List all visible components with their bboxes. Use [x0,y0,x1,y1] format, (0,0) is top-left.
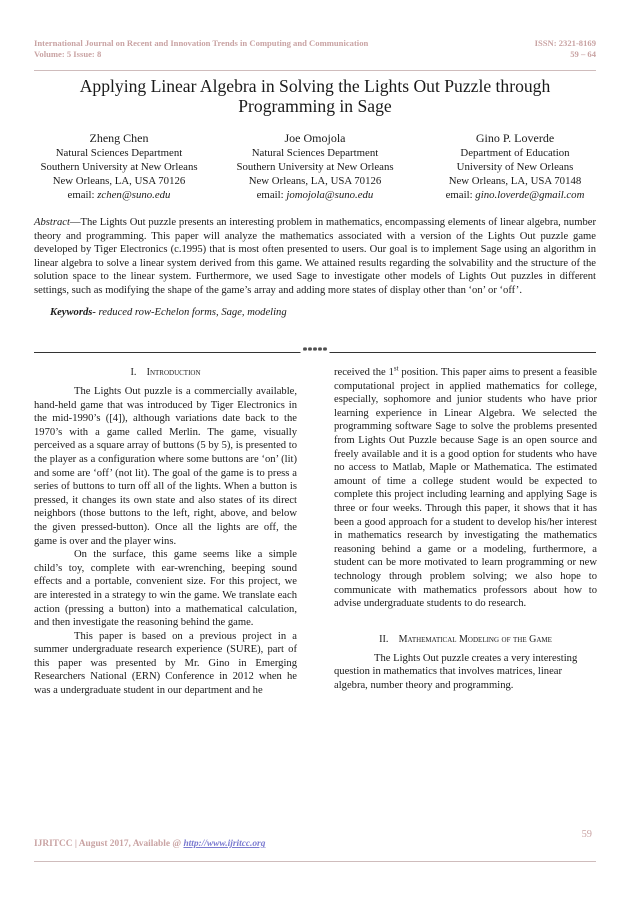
paragraph: On the surface, this game seems like a simple child’s toy, complete with ear-wrenching, beeping sound effects and a portable, convenient size. For this project, we are interested in a strategy to win the game. We translate each action (pressing a button) into a mathematical calculation, and then investigate the reasoning behind the game. [34,549,297,629]
volume-issue: Volume: 5 Issue: 8 [34,49,102,59]
author-3 [425,130,605,202]
abstract [34,216,596,298]
author-1 [29,130,209,202]
abstract-label: Abstract [34,217,70,228]
paragraph: This paper is based on a previous project in a summer undergraduate research experience (SURE), part of this paper was presented by Mr. Gino in Emerging Researchers National (ERN) Conference in 2012 when he was a undergraduate student in our department and he [34,630,297,697]
section-number: I. [130,367,137,378]
author-email: jomojola@suno.edu [286,189,374,201]
text-run: received the 1 [334,367,394,378]
footer-text: IJRITCC | August 2017, Available @ [34,839,184,849]
abstract-text: —The Lights Out puzzle presents an interesting problem in mathematics, encompassing elements of linear algebra, number theory and programming. This paper will analyze the mathematics associated with a version of the Lights Out puzzle game developed by Tiger Electronics (c.1995) that is most often presented to users. Our goal is to implement Sage using an algorithm in linear algebra to solve a linear system derived from this game. We attained results regarding the solvability and the structure of the solution space to the linear system. Furthermore, we used Sage to investigate other models of Lights Out puzzles in different settings, such as modifying the shape of the game’s array and adding more states of display other than ‘on’ or ‘off’. [34,217,596,296]
paper-title: Applying Linear Algebra in Solving the Lights Out Puzzle through Programming in Sage [79,76,551,116]
paragraph: The Lights Out puzzle is a commercially available, hand-held game that was introduced by Tiger Electronics in the mid-1990’s ([4]), although variations date back to the 1970’s with a game called Merlin. The game, visually perceived as a square array of buttons (5 by 5), is presented to the player as a configuration where some buttons are ‘on’ (lit) and some are ‘off’ (not lit). The goal of the game is to press a series of buttons to turn off all of the lights. When a button is pressed, it changes its own state and also states of its direct neighbors (those buttons to the left, right, above, and below the given pressed-button). Once all the lights are off, the game is over and the player wins. [34,386,297,547]
author-dept: Natural Sciences Department [251,147,379,159]
section-title: Mathematical Modeling of the Game [398,633,552,645]
author-name: Gino P. Loverde [475,131,555,145]
journal-link[interactable]: http://www.ijritcc.org [183,839,266,849]
issn: ISSN: 2321-8169 [534,38,596,48]
author-email-line [225,188,405,202]
section-heading-introduction [34,366,297,379]
keywords-label: Keywords- [50,307,96,318]
author-email-line [29,188,209,202]
journal-name: International Journal on Recent and Innovation Trends in Computing and Communication [34,38,369,48]
author-dept: Natural Sciences Department [55,147,183,159]
footer-divider [34,861,596,862]
separator-stars: ***** [302,346,328,357]
section-title: Introduction [146,367,201,378]
author-2 [225,130,405,202]
author-address: New Orleans, LA, USA 70148 [448,175,582,187]
author-address: New Orleans, LA, USA 70126 [248,175,382,187]
author-name: Joe Omojola [284,131,346,145]
author-institution: University of New Orleans [456,161,574,173]
author-email: gino.loverde@gmail.com [475,189,585,201]
author-email: zchen@suno.edu [97,189,171,201]
superscript: st [393,364,399,373]
author-institution: Southern University at New Orleans [236,161,394,173]
section-separator [34,346,596,358]
paragraph-continuation [334,366,597,611]
left-column [34,366,297,698]
page-number: 59 [581,829,592,840]
email-label: email: [67,189,95,201]
author-dept: Department of Education [460,147,570,159]
paragraph: The Lights Out puzzle creates a very interesting question in mathematics that involves matrices, linear algebra, number theory and programming. [334,652,578,691]
author-name: Zheng Chen [89,131,149,145]
right-column [334,366,597,692]
keywords-text: reduced row-Echelon forms, Sage, modeling [95,307,287,318]
keywords [50,306,287,319]
section-heading-modeling [334,633,597,646]
author-address: New Orleans, LA, USA 70126 [52,175,186,187]
author-institution: Southern University at New Orleans [40,161,198,173]
footer [34,839,265,849]
header-divider [34,70,596,71]
email-label: email: [445,189,473,201]
email-label: email: [256,189,284,201]
text-run: position. This paper aims to present a feasible computational project in applied mathematics for college, especially, sophomore and junior students who have prior learning experience in Linear Algebra. We selected the programming software Sage to solve the problems presented from Lights Out Puzzle because Sage is an open source and freely available and it is a good option for students who have no access to Matlab, Maple or Mathematica. The estimated amount of time a college student would be expected to complete this project including learning and applying Sage is three or four weeks. Through this paper, it shows that it has been a good approach for a student to develop his/her interest in mathematics research by investigating the mathematics reasoning behind a game or a modeling, furthermore, a student can be more motivated to learn programming or new technology through problem solving; we also hope to communicate with mathematics professors about how to advise undergraduate students to do research. [334,367,597,610]
section-number: II. [379,633,389,645]
page-range: 59 – 64 [570,49,596,59]
author-email-line [425,188,605,202]
